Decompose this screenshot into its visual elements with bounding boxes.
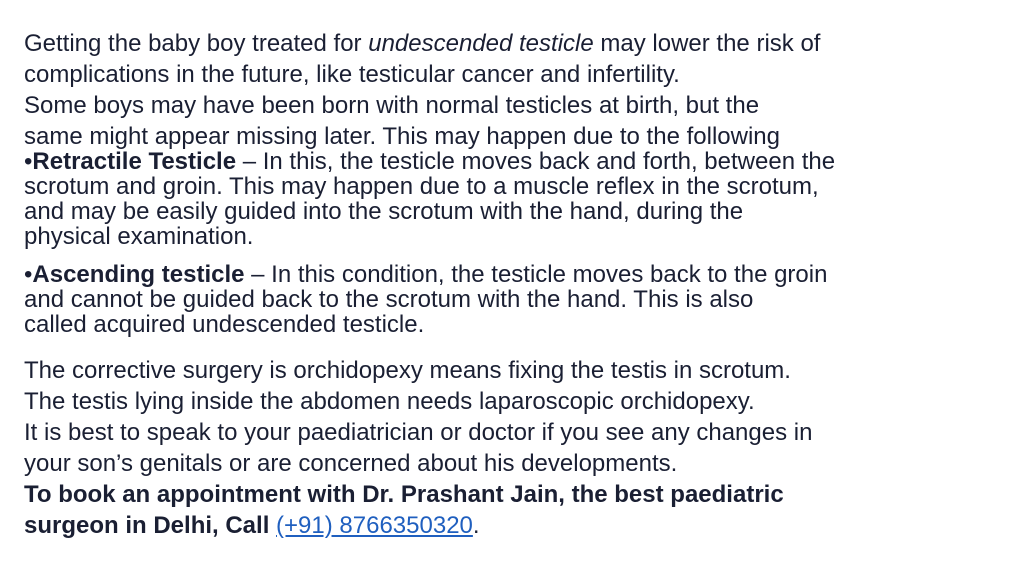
- retractile-paragraph: [24, 149, 1009, 249]
- ascending-line-1-rest: – In this condition, the testicle moves back to the groin: [244, 261, 828, 288]
- closing-line-1: The corrective surgery is orchidopexy means fixing the testis in scrotum.: [24, 357, 791, 384]
- bullet: •: [24, 261, 33, 288]
- retractile-line-1-rest: – In this, the testicle moves back and forth, between the: [236, 148, 836, 175]
- closing-line-3: It is best to speak to your paediatrician or doctor if you see any changes in: [24, 419, 813, 446]
- ascending-line-3: called acquired undescended testicle.: [24, 311, 425, 338]
- intro-line-1-end: may lower the risk of: [593, 30, 821, 57]
- closing-line-4: your son’s genitals or are concerned about his developments.: [24, 450, 678, 477]
- intro-line-3: Some boys may have been born with normal testicles at birth, but the: [24, 92, 760, 119]
- cta-line-1: To book an appointment with Dr. Prashant Jain, the best paediatric: [24, 481, 784, 508]
- ascending-line-1: [24, 262, 1009, 287]
- ascending-line-2: and cannot be guided back to the scrotum with the hand. This is also: [24, 286, 754, 313]
- cta-line-2: [24, 510, 1009, 541]
- retractile-line-2: scrotum and groin. This may happen due to a muscle reflex in the scrotum,: [24, 173, 819, 200]
- cta-line-2-text: surgeon in Delhi, Call: [24, 512, 277, 539]
- intro-line-1: [24, 28, 1009, 59]
- retractile-line-3: and may be easily guided into the scrotum with the hand, during the: [24, 198, 744, 225]
- cta-period: .: [472, 512, 480, 539]
- ascending-term: Ascending testicle: [32, 261, 245, 288]
- bullet: •: [24, 148, 33, 175]
- retractile-term: Retractile Testicle: [32, 148, 237, 175]
- retractile-line-4: physical examination.: [24, 223, 254, 250]
- intro-paragraph: [24, 28, 1009, 152]
- intro-line-4: same might appear missing later. This may happen due to the following: [24, 123, 780, 150]
- retractile-line-1: [24, 149, 1009, 174]
- ascending-paragraph: [24, 262, 1009, 337]
- closing-paragraph: [24, 355, 1009, 541]
- phone-link[interactable]: (+91) 8766350320: [276, 512, 473, 539]
- intro-italic-term: undescended testicle: [368, 30, 594, 57]
- intro-line-2: complications in the future, like testicular cancer and infertility.: [24, 61, 680, 88]
- intro-line-1-start: Getting the baby boy treated for: [24, 30, 369, 57]
- closing-line-2: The testis lying inside the abdomen needs laparoscopic orchidopexy.: [24, 388, 755, 415]
